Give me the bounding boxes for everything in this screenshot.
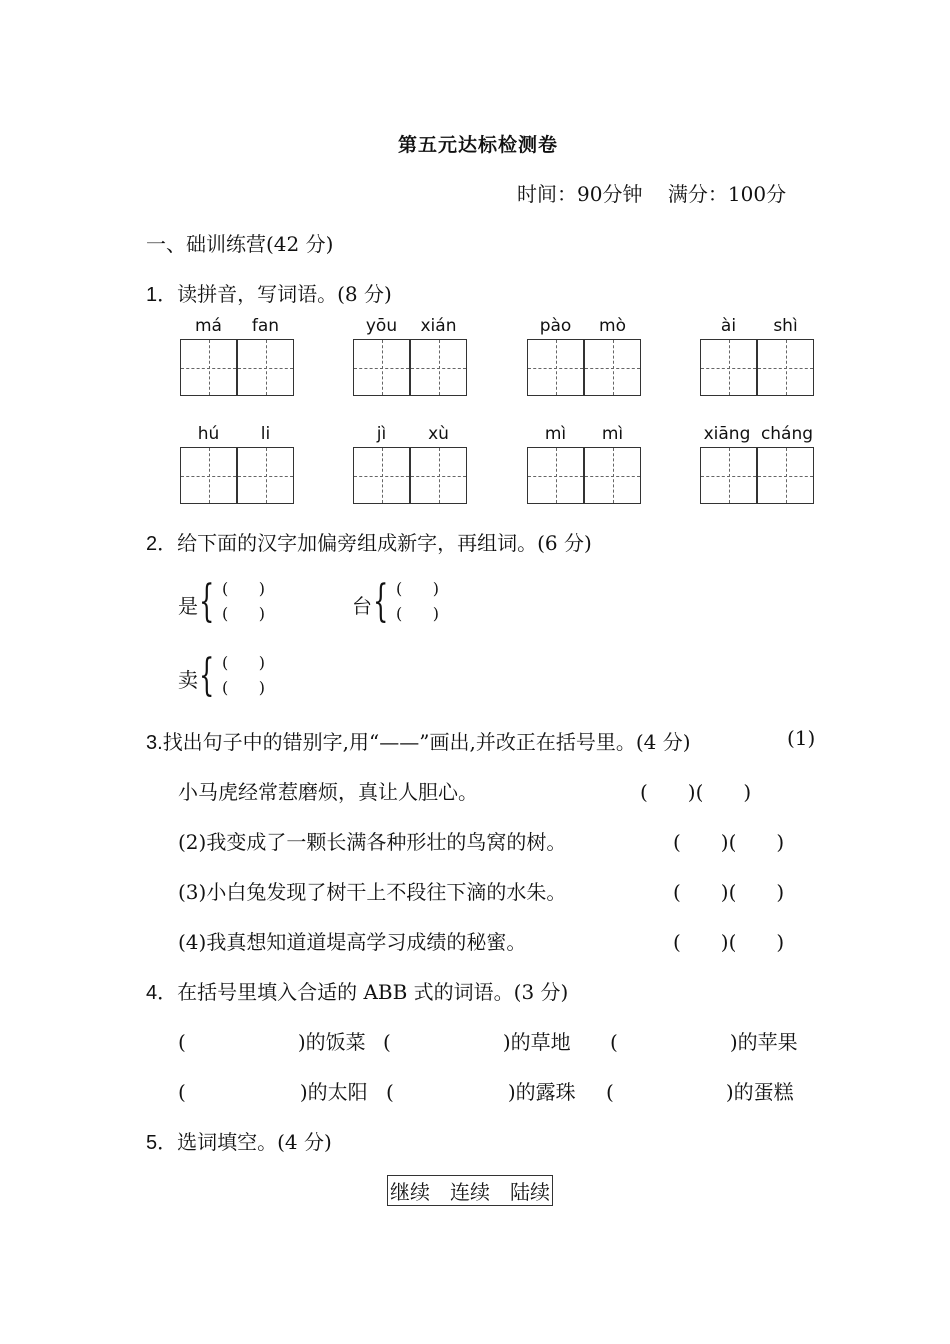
- section-title: 一、础训练营(42 分): [146, 232, 334, 256]
- score-unit: 分: [766, 182, 787, 206]
- question-number: 1．: [146, 284, 178, 306]
- writing-box[interactable]: [757, 339, 814, 396]
- question-text: 选词填空。(4 分): [177, 1130, 332, 1154]
- question-text: 在括号里填入合适的 ABB 式的词语。(3 分): [177, 980, 569, 1004]
- pinyin: pào: [539, 316, 572, 336]
- brace: {: [199, 576, 215, 627]
- question-text: 找出句子中的错别字,用“——”画出,并改正在括号里。(4 分): [162, 730, 691, 754]
- pinyin: mì: [544, 424, 567, 444]
- pinyin: ài: [720, 316, 737, 336]
- item-marker: (1): [787, 726, 816, 750]
- pinyin: má: [195, 316, 222, 336]
- writing-box[interactable]: [237, 339, 294, 396]
- fill-blank-item[interactable]: ( )的草地: [383, 1030, 571, 1054]
- writing-box[interactable]: [180, 339, 237, 396]
- sentence: 小马虎经常惹磨烦，真让人胆心。: [178, 780, 478, 804]
- pinyin: shì: [773, 316, 798, 336]
- fill-blank-item[interactable]: ( )的饭菜: [178, 1030, 366, 1054]
- writing-box[interactable]: [237, 447, 294, 504]
- pinyin: mò: [599, 316, 626, 336]
- question-1: [146, 278, 392, 307]
- writing-box[interactable]: [353, 339, 410, 396]
- sentence: (4)我真想知道道堤高学习成绩的秘蜜。: [178, 930, 527, 954]
- answer-blank[interactable]: ( )( ): [640, 780, 752, 804]
- question-5: [146, 1126, 332, 1155]
- pinyin: xián: [420, 316, 457, 336]
- answer-blank[interactable]: ( )( ): [673, 880, 785, 904]
- pinyin: xiāng: [703, 424, 751, 444]
- answer-blank[interactable]: ( ): [222, 604, 266, 623]
- question-number: 4．: [146, 982, 178, 1004]
- brace: {: [199, 650, 215, 701]
- question-3: [146, 726, 691, 755]
- brace: {: [373, 576, 389, 627]
- writing-box[interactable]: [584, 339, 641, 396]
- sentence: (3)小白兔发现了树干上不段往下滴的水朱。: [178, 880, 567, 904]
- score-label: 满分：: [667, 182, 728, 206]
- exam-info: [517, 178, 786, 207]
- pinyin: jì: [376, 424, 387, 444]
- question-number: 2．: [146, 533, 178, 555]
- fill-blank-item[interactable]: ( )的蛋糕: [606, 1080, 794, 1104]
- writing-box[interactable]: [757, 447, 814, 504]
- writing-box[interactable]: [353, 447, 410, 504]
- answer-blank[interactable]: ( ): [396, 604, 440, 623]
- answer-blank[interactable]: ( ): [222, 678, 266, 697]
- pinyin: xù: [428, 424, 449, 444]
- base-char: 是: [178, 594, 198, 618]
- writing-box[interactable]: [584, 447, 641, 504]
- answer-blank[interactable]: ( ): [396, 579, 440, 598]
- pinyin: mì: [601, 424, 624, 444]
- pinyin: li: [260, 424, 271, 444]
- pinyin: cháng: [760, 424, 814, 444]
- writing-box[interactable]: [410, 447, 467, 504]
- question-text: 读拼音，写词语。(8 分): [177, 282, 392, 306]
- writing-box[interactable]: [180, 447, 237, 504]
- base-char: 台: [352, 594, 372, 618]
- page-title: 第五元达标检测卷: [398, 134, 559, 156]
- score-value: 100: [727, 182, 767, 206]
- fill-blank-item[interactable]: ( )的太阳: [178, 1080, 368, 1104]
- answer-blank[interactable]: ( )( ): [673, 830, 785, 854]
- question-number: 5．: [146, 1132, 178, 1154]
- answer-blank[interactable]: ( ): [222, 653, 266, 672]
- question-number: 3.: [146, 732, 163, 754]
- sentence: (2)我变成了一颗长满各种形壮的鸟窝的树。: [178, 830, 567, 854]
- writing-box[interactable]: [410, 339, 467, 396]
- question-4: [146, 976, 568, 1005]
- question-2: [146, 527, 592, 556]
- writing-box[interactable]: [527, 447, 584, 504]
- pinyin: fan: [251, 316, 280, 336]
- pinyin: yōu: [365, 316, 398, 336]
- writing-box[interactable]: [700, 447, 757, 504]
- question-text: 给下面的汉字加偏旁组成新字，再组词。(6 分): [177, 531, 592, 555]
- answer-blank[interactable]: ( )( ): [673, 930, 785, 954]
- fill-blank-item[interactable]: ( )的露珠: [386, 1080, 576, 1104]
- writing-box[interactable]: [527, 339, 584, 396]
- time-unit: 分钟: [602, 182, 643, 206]
- base-char: 卖: [178, 668, 198, 692]
- writing-box[interactable]: [700, 339, 757, 396]
- answer-blank[interactable]: ( ): [222, 579, 266, 598]
- time-value: 90: [577, 182, 603, 206]
- pinyin: hú: [197, 424, 220, 444]
- word-bank: 继续 连续 陆续: [387, 1175, 553, 1206]
- time-label: 时间：: [517, 182, 577, 206]
- fill-blank-item[interactable]: ( )的苹果: [610, 1030, 798, 1054]
